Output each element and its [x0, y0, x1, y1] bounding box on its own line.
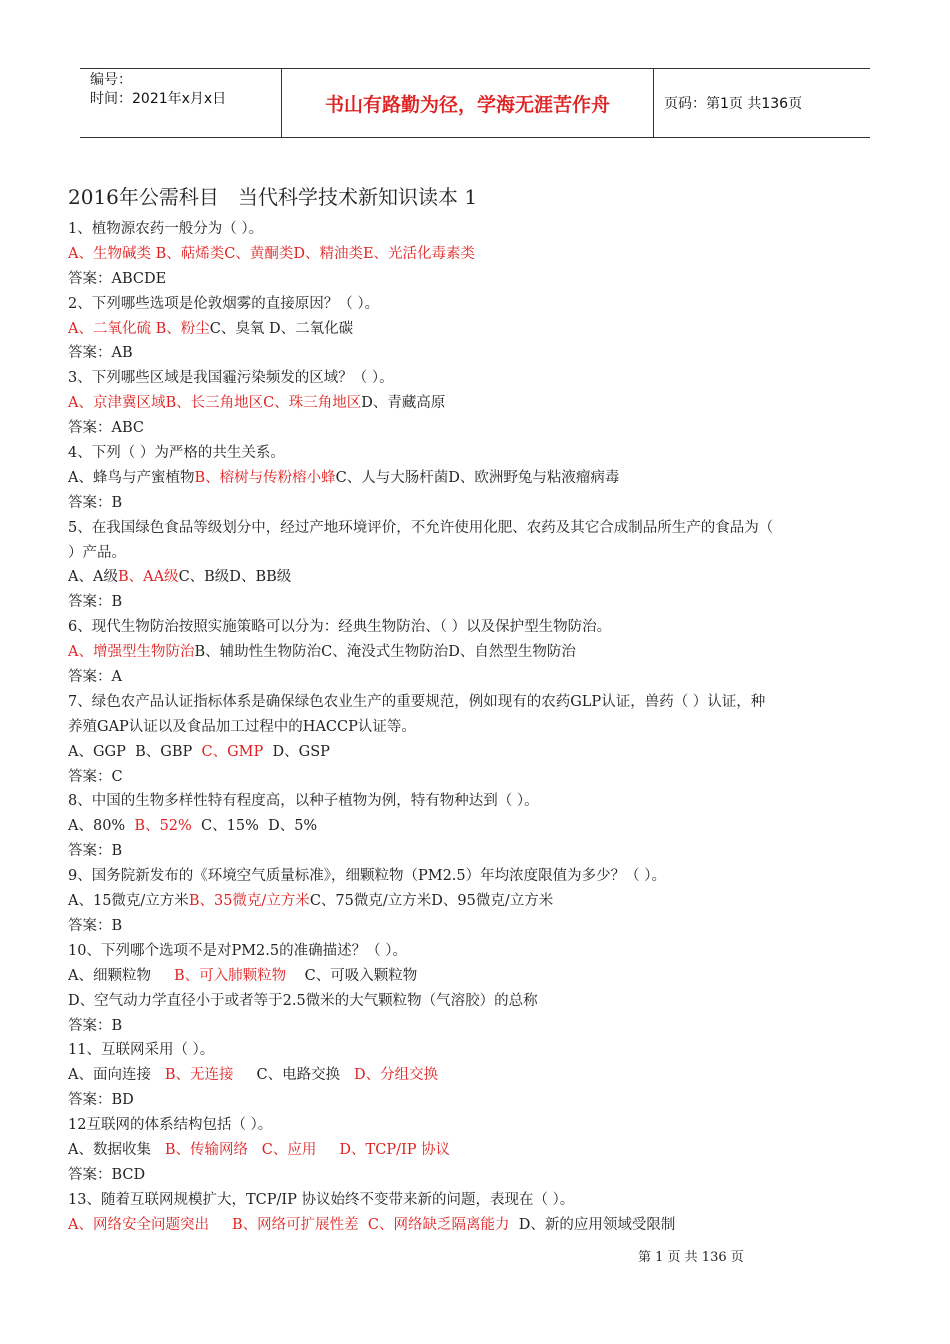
text-segment: 13、随着互联网规模扩大，TCP/IP 协议始终不变带来新的问题，表现在（ ）。 [68, 1191, 575, 1208]
text-line [68, 814, 883, 839]
text-segment: 答案：B [68, 917, 123, 934]
text-segment: 答案：BD [68, 1092, 134, 1109]
text-segment: 答案：ABC [68, 420, 144, 437]
text-segment: 8、中国的生物多样性特有程度高，以种子植物为例，特有物种达到（ ）。 [68, 793, 539, 810]
text-segment: A、细颗粒物 [68, 967, 175, 984]
text-segment: C、电路交换 [233, 1067, 354, 1084]
highlighted-answer-text: B、可入肺颗粒物 [174, 967, 287, 984]
text-line [68, 839, 883, 864]
text-line [68, 989, 883, 1014]
highlighted-answer-text: A、网络安全问题突出 B、网络可扩展性差 C、网络缺乏隔离能力 [68, 1216, 510, 1233]
text-segment: 5、在我国绿色食品等级划分中，经过产地环境评价，不允许使用化肥、农药及其它合成制品所生产的食品为（ [68, 519, 774, 536]
text-line [68, 789, 883, 814]
text-segment: 答案：B [68, 494, 123, 511]
highlighted-answer-text: B、AA级 [117, 569, 179, 586]
text-line [68, 640, 883, 665]
text-line [68, 1113, 883, 1138]
text-line [68, 1213, 883, 1238]
text-line [68, 939, 883, 964]
text-segment: B、辅助性生物防治C、淹没式生物防治D、自然型生物防治 [194, 644, 576, 661]
document-title: 2016年公需科目 当代科学技术新知识读本 1 [68, 185, 478, 209]
text-segment: 养殖GAP认证以及食品加工过程中的HACCP认证等。 [68, 718, 416, 735]
document-number-label: 编号： [90, 72, 132, 88]
text-line [68, 765, 883, 790]
text-line [68, 590, 883, 615]
header-page-info: 页码：第1页 共136页 [664, 96, 803, 112]
text-segment: C、人与大肠杆菌D、欧洲野兔与粘液瘤病毒 [335, 469, 620, 486]
text-line [68, 864, 883, 889]
text-line [68, 1138, 883, 1163]
highlighted-answer-text: A、二氧化硫 B、粉尘 [68, 320, 210, 337]
highlighted-answer-text: B、52% [134, 818, 192, 835]
text-line [68, 715, 883, 740]
document-date: 时间：2021年x月x日 [90, 91, 227, 107]
text-segment: C、B级D、BB级 [178, 569, 292, 586]
text-line [68, 1038, 883, 1063]
text-segment: 9、国务院新发布的《环境空气质量标准》，细颗粒物（PM2.5）年均浓度限值为多少？（ ）。 [68, 868, 666, 885]
text-line [68, 242, 883, 267]
highlighted-answer-text: B、榕树与传粉榕小蜂 [194, 469, 336, 486]
text-line [68, 541, 883, 566]
text-line [68, 740, 883, 765]
text-line [68, 491, 883, 516]
text-line [68, 665, 883, 690]
highlighted-answer-text: B、传输网络 C、应用 D、TCP/IP 协议 [164, 1141, 451, 1158]
text-segment: 11、互联网采用（ ）。 [68, 1042, 215, 1059]
text-segment: A、A级 [68, 569, 118, 586]
highlighted-answer-text: B、35微克/立方米 [188, 893, 310, 910]
text-segment: 6、现代生物防治按照实施策略可以分为：经典生物防治、（ ）以及保护型生物防治。 [68, 619, 612, 636]
text-line [68, 466, 883, 491]
text-segment: 答案：B [68, 1017, 123, 1034]
text-line [68, 267, 883, 292]
text-segment: A、15微克/立方米 [68, 893, 189, 910]
highlighted-answer-text: A、增强型生物防治 [68, 644, 195, 661]
text-segment: A、面向连接 [68, 1067, 165, 1084]
text-segment: D、GSP [263, 743, 330, 760]
text-line [68, 1063, 883, 1088]
text-line [68, 914, 883, 939]
text-line [68, 516, 883, 541]
text-segment: 1、植物源农药一般分为（ ）。 [68, 221, 264, 237]
text-segment: A、GGP B、GBP [68, 743, 202, 760]
text-segment: D、青藏高原 [361, 395, 446, 412]
text-segment: D、新的应用领域受限制 [509, 1216, 676, 1233]
text-line [68, 889, 883, 914]
text-segment: 3、下列哪些区域是我国霾污染频发的区域？（ ）。 [68, 370, 394, 387]
highlighted-answer-text: A、京津冀区域B、长三角地区C、珠三角地区 [68, 395, 362, 412]
text-segment: 答案：B [68, 843, 123, 860]
text-segment: A、数据收集 [68, 1141, 165, 1158]
text-line [68, 1188, 883, 1213]
text-line [68, 366, 883, 391]
text-line [68, 391, 883, 416]
question-list [68, 217, 883, 1238]
text-line [68, 1014, 883, 1039]
highlighted-answer-text: D、分组交换 [353, 1067, 439, 1084]
page-footer: 第 1 页 共 136 页 [638, 1250, 744, 1265]
text-line [68, 964, 883, 989]
header-motto: 书山有路勤为径，学海无涯苦作舟 [282, 69, 654, 137]
page-header [80, 68, 870, 138]
text-segment: C、臭氧 D、二氧化碳 [209, 320, 354, 337]
highlighted-answer-text: C、GMP [201, 743, 264, 760]
header-meta-cell [80, 69, 282, 137]
text-segment: A、蜂鸟与产蜜植物 [68, 469, 195, 486]
text-line [68, 615, 883, 640]
text-segment: 4、下列（ ）为严格的共生关系。 [68, 445, 285, 462]
text-segment: 答案：C [68, 768, 123, 785]
text-line [68, 1163, 883, 1188]
text-line [68, 217, 883, 242]
text-segment: D、空气动力学直径小于或者等于2.5微米的大气颗粒物（气溶胶）的总称 [68, 992, 538, 1009]
text-segment: 7、绿色农产品认证指标体系是确保绿色农业生产的重要规范，例如现有的农药GLP认证，兽药（ ）认证，种 [68, 693, 766, 710]
text-line [68, 565, 883, 590]
text-line [68, 690, 883, 715]
highlighted-answer-text: A、生物碱类 B、萜烯类C、黄酮类D、精油类E、光活化毒素类 [68, 245, 476, 262]
text-line [68, 317, 883, 342]
text-line [68, 416, 883, 441]
text-segment: 12互联网的体系结构包括（ ）。 [68, 1117, 273, 1134]
text-segment: A、80% [68, 818, 135, 835]
text-segment: 10、下列哪个选项不是对PM2.5的准确描述？（ ）。 [68, 942, 407, 959]
text-segment: 答案：ABCDE [68, 270, 167, 287]
text-segment: 答案：AB [68, 345, 133, 362]
text-line [68, 341, 883, 366]
text-segment: C、可吸入颗粒物 [286, 967, 418, 984]
text-line [68, 292, 883, 317]
text-segment: 答案：A [68, 669, 122, 686]
text-segment: C、15% D、5% [191, 818, 318, 835]
text-line [68, 441, 883, 466]
text-segment: 答案：B [68, 594, 123, 611]
text-segment: 答案：BCD [68, 1166, 146, 1183]
text-segment: ）产品。 [68, 544, 126, 561]
highlighted-answer-text: B、无连接 [164, 1067, 234, 1084]
text-segment: 2、下列哪些选项是伦敦烟雾的直接原因？（ ）。 [68, 295, 380, 312]
text-line [68, 1088, 883, 1113]
text-segment: C、75微克/立方米D、95微克/立方米 [309, 893, 554, 910]
